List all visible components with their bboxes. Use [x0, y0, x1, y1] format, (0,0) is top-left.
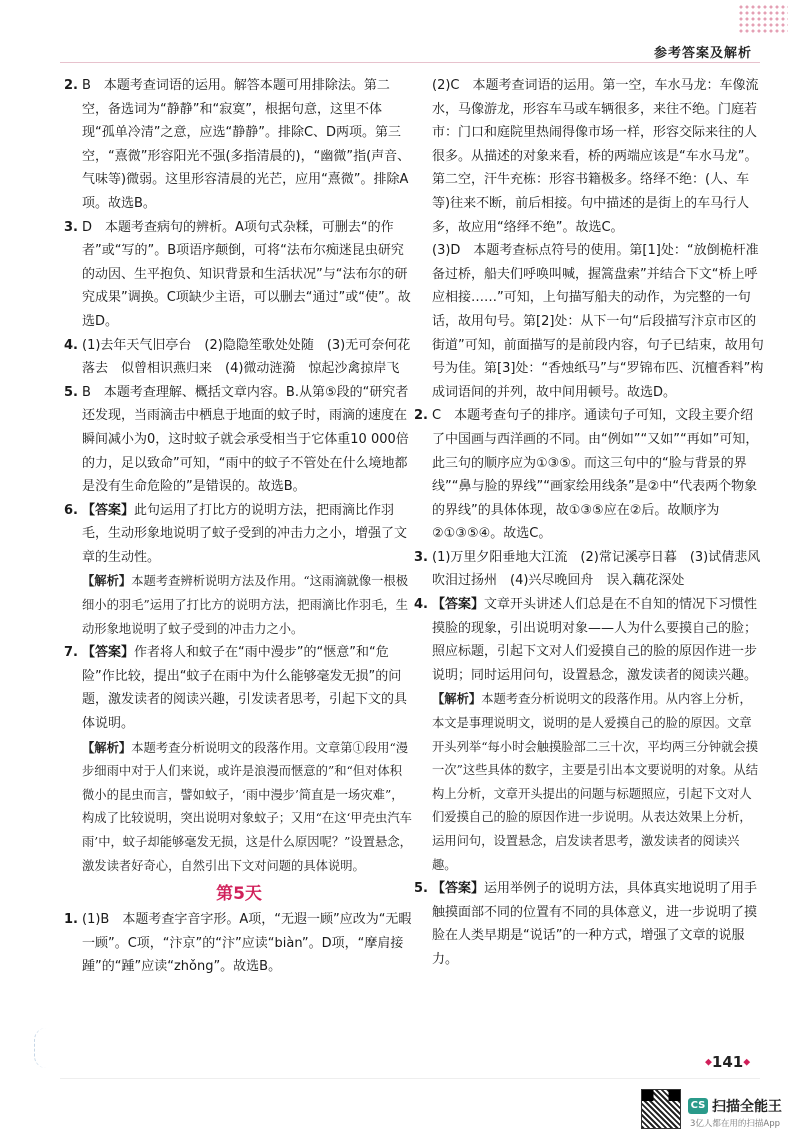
corner-decoration [34, 1028, 59, 1068]
left-q6 [64, 499, 414, 642]
scanner-name: 扫描全能王 [712, 1099, 782, 1115]
right-q5 [414, 877, 764, 971]
answer-text: B 本题考查理解、概括文章内容。B.从第⑤段的“研究者还发现，当雨滴击中栖息于地面的蚊子时，雨滴的速度在瞬间减小为0，这时蚊子就会承受相当于它体重10 000倍的力，足以致命”可知，“雨中的蚊子不管处在什么境地都是没有生命危险的”是错误的。故选B。 [82, 384, 409, 495]
scanner-logo-icon: CS [688, 1098, 708, 1114]
answer-text: (1)B 本题考查字音字形。A项，“无遐一顾”应改为“无暇一顾”。C项，“汴京”的“汴”应读“biàn”。D项，“摩肩接踵”的“踵”应读“zhǒng”。故选B。 [82, 912, 412, 975]
day-heading: 第5天 [216, 884, 262, 905]
question-number: 2. [414, 408, 428, 424]
right-q1-part2 [414, 74, 764, 239]
answer-tag: 【答案】 [82, 645, 135, 661]
header-divider [60, 62, 760, 63]
left-q3 [64, 216, 414, 334]
left-column [64, 74, 414, 979]
diamond-icon: ◆ [705, 1057, 712, 1068]
answer-text: (2)C 本题考查词语的运用。第一空，车水马龙：车像流水，马像游龙，形容车马或车辆很多，来往不绝。门庭若市：门口和庭院里热闹得像市场一样，形容交际来往的人很多。从描述的对象来看，桥的两端应该是“车水马龙”。第二空，汗牛充栋：形容书籍极多。络绎不绝：(人、车等)往来不断，前后相接。句中描述的是街上的车马行人多，故应用“络绎不绝”。故选C。 [432, 78, 759, 235]
answer-paragraph [432, 593, 764, 687]
left-q4 [64, 334, 414, 381]
answer-text: 此句运用了打比方的说明方法，把雨滴比作羽毛，生动形象地说明了蚊子受到的冲击力之小，增强了文章的生动性。 [82, 502, 408, 565]
question-number: 4. [64, 337, 78, 353]
question-number: 3. [64, 219, 78, 235]
answer-text: B 本题考查词语的运用。解答本题可用排除法。第二空，备选词为“静静”和“寂寞”，根据句意，这里不体现“孤单冷清”之意，应选“静静”。排除C、D两项。第三空，“熹微”形容阳光不强(多指清晨的)，“幽微”指(声音、气味等)微弱。这里形容清晨的光芒，应用“熹微”。排除A项。故选B。 [82, 78, 411, 211]
page-number-value: 141 [711, 1053, 744, 1071]
page-header-title: 参考答案及解析 [653, 46, 752, 61]
left-q2 [64, 74, 414, 216]
question-number: 2. [64, 78, 78, 93]
left-q5 [64, 381, 414, 499]
answer-paragraph [432, 877, 764, 971]
question-number: 7. [64, 645, 78, 661]
diamond-icon: ◆ [743, 1057, 751, 1068]
answer-text: (1)万里夕阳垂地大江流 (2)常记溪亭日暮 (3)试倩悲风吹泪过扬州 (4)兴尽晚回舟 误入藕花深处 [432, 549, 761, 589]
right-q3 [414, 546, 764, 593]
scanner-tagline: 3亿人都在用的扫描App [690, 1119, 781, 1129]
answer-text: (1)去年天气旧亭台 (2)隐隐笙歌处处随 (3)无可奈何花落去 似曾相识燕归来 (4)微动涟漪 惊起沙禽掠岸飞 [82, 337, 411, 377]
analysis-paragraph [82, 736, 414, 879]
answer-paragraph [82, 641, 414, 735]
left-q1 [64, 908, 414, 979]
header-decoration [738, 4, 788, 34]
question-number: 3. [414, 549, 428, 565]
question-number: 5. [414, 881, 428, 897]
analysis-text: 本题考查辨析说明方法及作用。“这雨滴就像一根极细小的羽毛”运用了打比方的说明方法，把雨滴比作羽毛，生动形象地说明了蚊子受到的冲击力之小。 [82, 574, 409, 636]
right-q4 [414, 593, 764, 877]
answer-text: 作者将人和蚊子在“雨中漫步”的“惬意”和“危险”作比较，提出“蚊子在雨中为什么能够毫发无损”的问题，激发读者的阅读兴趣，引发读者思考，引起下文的具体说明。 [82, 645, 408, 732]
answer-paragraph [82, 499, 414, 570]
qr-code-icon [641, 1089, 681, 1129]
analysis-text: 本题考查分析说明文的段落作用。文章第①段用“漫步细雨中对于人们来说，或许是浪漫而惬意的”和“但对体积微小的昆虫而言，譬如蚊子，‘雨中漫步’简直是一场灾难”，构成了比较说明，突出说明对象蚊子；又用“在这‘甲壳虫汽车雨’中，蚊子却能够毫发无损，这是什么原因呢？”设置悬念，激发读者好奇心，自然引出下文对问题的具体说明。 [82, 740, 412, 873]
answer-tag: 【答案】 [432, 597, 485, 613]
right-q2 [414, 404, 764, 546]
answer-text: D 本题考查病句的辨析。A项句式杂糅，可删去“的作者”或“写的”。B项语序颠倒，可将“法布尔痴迷昆虫研究的动因、生平抱负、知识背景和生活状况”与“法布尔的研究成果”调换。C项缺少主语，可以删去“通过”或“使”。故选D。 [82, 219, 411, 329]
analysis-tag: 【解析】 [82, 739, 132, 755]
right-column [414, 74, 764, 972]
question-number: 4. [414, 597, 428, 613]
analysis-tag: 【解析】 [432, 691, 482, 707]
right-q1-part3 [414, 239, 764, 404]
analysis-tag: 【解析】 [82, 573, 132, 589]
question-number: 1. [64, 912, 78, 928]
analysis-paragraph [82, 569, 414, 641]
answer-text: (3)D 本题考查标点符号的使用。第[1]处：“放倒桅杆准备过桥，船夫们呼唤叫喊，握篙盘索”并结合下文“桥上呼应相接……”可知，上句描写船夫的动作，为完整的一句话，故用句号。第[2]处：从下一句“后段描写汴京市区的街道”可知，前面描写的是前段内容，句子已结束，故用句号为佳。第[3]处：“香烛纸马”与“罗锦布匹、沉檀香料”构成词语间的并列，故中间用顿号。故选D。 [432, 243, 764, 400]
answer-tag: 【答案】 [432, 881, 485, 897]
answer-text: C 本题考查句子的排序。通读句子可知，文段主要介绍了中国画与西洋画的不同。由“例如”“又如”“再如”可知，此三句的顺序应为①③⑤。而这三句中的“脸与背景的界线”“鼻与脸的界线”“画家绘用线条”是②中“代表两个物象的界线”的具体体现，故①③⑤应在②后。故顺序为②①③⑤④。故选C。 [432, 408, 759, 542]
question-number: 6. [64, 502, 78, 518]
footer-divider [60, 1078, 760, 1079]
page-number [705, 1053, 750, 1071]
question-number: 5. [64, 384, 78, 400]
left-q7 [64, 641, 414, 878]
analysis-text: 本题考查分析说明文的段落作用。从内容上分析，本文是事理说明文，说明的是人爱摸自己的脸的原因。文章开头列举“每小时会触摸脸部二三十次，平均两三分钟就会摸一次”这些具体的数字，主要是引出本文要说明的对象。从结构上分析，文章开头提出的问题与标题照应，引起下文对人们爱摸自己的脸的原因作进一步说明。从表达效果上分析，运用问句，设置悬念，启发读者思考，激发读者的阅读兴趣。 [432, 692, 759, 872]
analysis-paragraph [432, 687, 764, 877]
answer-tag: 【答案】 [82, 502, 135, 518]
answer-text: 运用举例子的说明方法，具体真实地说明了用手触摸面部不同的位置有不同的具体意义，进一步说明了摸脸在人类早期是“说话”的一种方式，增强了文章的说服力。 [432, 881, 758, 967]
answer-text: 文章开头讲述人们总是在不自知的情况下习惯性摸脸的现象，引出说明对象——人为什么要摸自己的脸；照应标题，引起下文对人们爱摸自己的脸的原因作进一步说明；同时运用问句，设置悬念，激发读者的阅读兴趣。 [432, 597, 758, 683]
